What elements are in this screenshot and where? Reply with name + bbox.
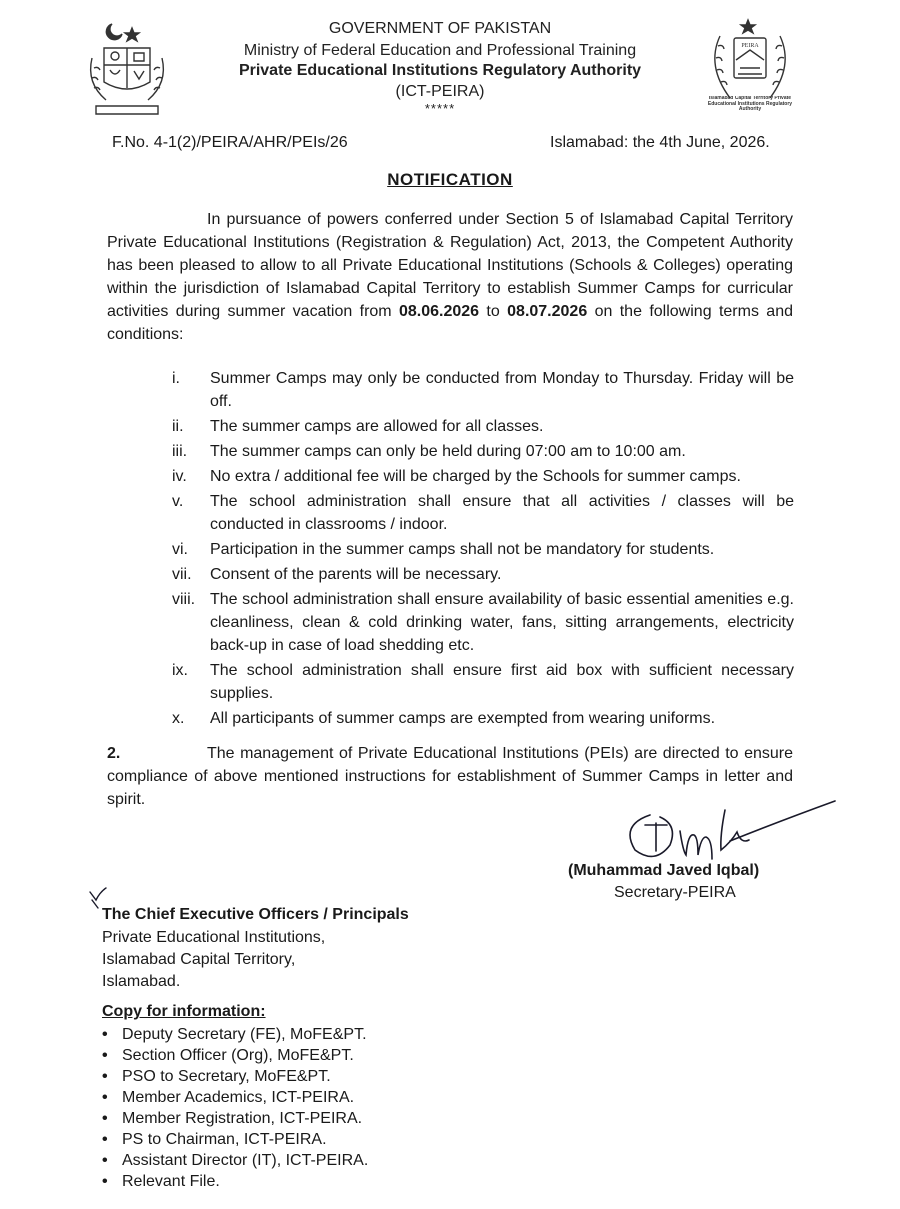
paragraph-1-tail: on the following terms and conditions: (107, 303, 794, 343)
condition-text: The school administration shall ensure availability of basic essential amenities e.g. cleanliness, clean & cold drinking water, fans, sitting arrangements, electricity back-up in case of load shedding etc. (210, 591, 794, 654)
copy-item: • Member Registration, ICT-PEIRA. (102, 1108, 368, 1129)
condition-item (172, 659, 794, 705)
copy-item: • Relevant File. (102, 1171, 368, 1192)
signatory-title: Secretary-PEIRA (614, 884, 736, 901)
copy-item: • Deputy Secretary (FE), MoFE&PT. (102, 1024, 368, 1045)
state-emblem-icon (82, 18, 172, 118)
end-date: 08.07.2026 (507, 303, 588, 320)
condition-text: Consent of the parents will be necessary. (210, 566, 502, 583)
notification-title: NOTIFICATION (387, 170, 513, 189)
condition-number: ix. (172, 662, 188, 679)
condition-number: x. (172, 710, 185, 727)
paragraph-1-text: In pursuance of powers conferred under Section 5 of Islamabad Capital Territory Private Educational Institutions (Registration & Regulation) Act, 2013, the Competent Authority has been pleased to allow to all Private Educational Institutions (Schools & Colleges) operating within the jurisdiction of Islamabad Capital Territory to establish Summer Camps for curricular activities during summer vacation from (107, 211, 793, 320)
copy-list (102, 1024, 368, 1192)
peira-logo-caption: Islamabad Capital Territory Private Educational Institutions Regulatory Authority (707, 96, 793, 112)
condition-number: ii. (172, 418, 184, 435)
condition-item (172, 465, 794, 488)
copy-item: • Member Academics, ICT-PEIRA. (102, 1087, 368, 1108)
condition-item (172, 415, 794, 438)
copy-item: • Section Officer (Org), MoFE&PT. (102, 1045, 368, 1066)
paragraph-1 (107, 208, 793, 346)
copy-item: • PS to Chairman, ICT-PEIRA. (102, 1129, 368, 1150)
copy-heading: Copy for information: (102, 1003, 266, 1020)
condition-number: viii. (172, 591, 196, 608)
condition-item (172, 440, 794, 463)
condition-item (172, 707, 794, 730)
header-government: GOVERNMENT OF PAKISTAN (328, 20, 552, 37)
header-abbreviation: (ICT-PEIRA) (395, 83, 485, 100)
condition-number: iv. (172, 468, 187, 485)
addressee-line: Islamabad Capital Territory, (102, 951, 296, 968)
condition-number: iii. (172, 443, 188, 460)
signatory-name: (Muhammad Javed Iqbal) (568, 862, 760, 879)
condition-item (172, 490, 794, 536)
copy-item: • Assistant Director (IT), ICT-PEIRA. (102, 1150, 368, 1171)
condition-number: v. (172, 493, 184, 510)
date-line: Islamabad: the 4th June, 2026. (550, 134, 770, 151)
handwritten-signature (610, 795, 840, 865)
condition-text: Participation in the summer camps shall not be mandatory for students. (210, 541, 715, 558)
start-date: 08.06.2026 (399, 303, 480, 320)
paragraph-2-text: The management of Private Educational Institutions (PEIs) are directed to ensure compliance of above mentioned instructions for establishment of Summer Camps in letter and spirit. (107, 745, 793, 808)
paragraph-1-to: to (479, 303, 508, 320)
condition-item (172, 538, 794, 561)
condition-number: vii. (172, 566, 192, 583)
conditions-list (172, 367, 794, 732)
condition-item (172, 367, 794, 413)
condition-text: The school administration shall ensure first aid box with sufficient necessary supplies. (210, 662, 794, 702)
condition-number: vi. (172, 541, 188, 558)
copy-item: • PSO to Secretary, MoFE&PT. (102, 1066, 368, 1087)
header-stars: ***** (424, 101, 456, 116)
condition-text: Summer Camps may only be conducted from Monday to Thursday. Friday will be off. (210, 370, 794, 410)
peira-logo-text: PEIRA (741, 43, 759, 49)
addressee-heading: The Chief Executive Officers / Principals (102, 906, 409, 923)
condition-text: The summer camps are allowed for all classes. (210, 418, 544, 435)
header-authority: Private Educational Institutions Regulatory Authority (238, 62, 642, 79)
file-reference: F.No. 4-1(2)/PEIRA/AHR/PEIs/26 (112, 134, 348, 151)
condition-text: The summer camps can only be held during 07:00 am to 10:00 am. (210, 443, 686, 460)
header-ministry: Ministry of Federal Education and Professional Training (243, 42, 637, 59)
condition-text: All participants of summer camps are exempted from wearing uniforms. (210, 710, 716, 727)
condition-text: The school administration shall ensure that all activities / classes will be conducted in classrooms / indoor. (210, 493, 794, 533)
addressee-line: Private Educational Institutions, (102, 929, 326, 946)
addressee-line: Islamabad. (102, 973, 181, 990)
condition-item (172, 563, 794, 586)
condition-text: No extra / additional fee will be charged by the Schools for summer camps. (210, 468, 741, 485)
paragraph-2-number: 2. (107, 745, 121, 762)
condition-item (172, 588, 794, 657)
condition-number: i. (172, 370, 180, 387)
peira-logo-icon (700, 16, 800, 122)
